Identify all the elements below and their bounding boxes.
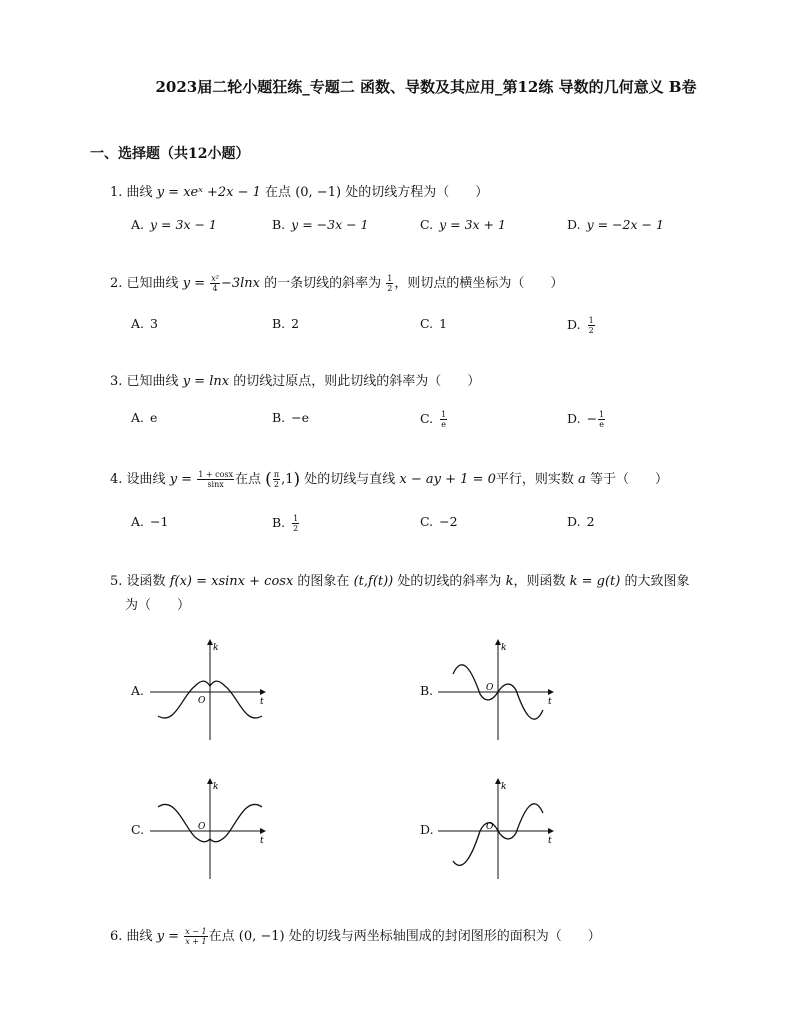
graph-label-b[interactable]: B. <box>420 683 434 698</box>
svg-text:O: O <box>486 683 494 693</box>
section-heading: 一、选择题（共12小题） <box>90 146 250 162</box>
question-6: 6. 曲线 y = $\frac{x - 1}{x + 1}$ 在点 (0, −1) 处的切线与两坐标轴围成的封闭图形的面积为（ ） <box>110 927 601 946</box>
svg-text:k: k <box>213 782 219 792</box>
formula: y = xeˣ +2x − 1 <box>156 185 261 200</box>
point: (0, −1) <box>295 185 342 200</box>
question-5: 5. 设函数 f(x) = xsinx + cosx 的图象在 (t,f(t)) 处的切线的斜率为 k，则函数 k = g(t) 的大致图象 <box>110 574 690 589</box>
options-2 <box>131 316 691 336</box>
question-4: 4. 设曲线 y = $\frac{1 + \cos x}{\sin x}$ 在点 ( $\frac{\pi}{2}$ ,1) 处的切线与直线 x − ay + 1 = 0平行，则实数 a 等于（ ） <box>110 469 668 490</box>
option-d[interactable]: D. 2 <box>567 514 595 529</box>
question-number: 1. <box>110 185 123 200</box>
svg-text:k: k <box>213 643 219 653</box>
option-a[interactable]: A. e <box>131 410 158 425</box>
options-1 <box>131 217 691 237</box>
svg-text:t: t <box>548 697 552 707</box>
svg-text:t: t <box>260 836 264 846</box>
option-d[interactable]: D. y = −2x − 1 <box>567 217 664 232</box>
question-3: 3. 已知曲线 y = lnx 的切线过原点，则此切线的斜率为（ ） <box>110 374 481 389</box>
question-2: 2. 已知曲线 y = $\frac{\text{x²}}{4}$ −3lnx 的一条切线的斜率为 $\frac{1}{2}$ ，则切点的横坐标为（ ） <box>110 274 564 293</box>
option-d[interactable]: D. − $\frac{1}{e}$ <box>567 410 605 429</box>
options-3 <box>131 410 691 430</box>
graph-label-d[interactable]: D. <box>420 822 434 837</box>
graph-label-a[interactable]: A. <box>131 683 145 698</box>
option-c[interactable]: C. −2 <box>420 514 458 529</box>
graph-c <box>150 773 300 883</box>
graph-d <box>438 773 588 883</box>
option-b[interactable]: B. 2 <box>272 316 300 331</box>
option-a[interactable]: A. y = 3x − 1 <box>131 217 217 232</box>
options-4 <box>131 514 691 534</box>
fraction: $\frac{1}{2}$ <box>387 274 393 293</box>
option-d[interactable]: D. $\frac{1}{2}$ <box>567 316 594 335</box>
option-a[interactable]: A. 3 <box>131 316 158 331</box>
option-b[interactable]: B. y = −3x − 1 <box>272 217 369 232</box>
svg-text:t: t <box>260 697 264 707</box>
option-c[interactable]: C. y = 3x + 1 <box>420 217 506 232</box>
fraction: $\frac{\text{x²}}{4}$ <box>211 274 219 293</box>
graph-a <box>150 634 300 744</box>
graph-b <box>438 634 588 744</box>
option-c[interactable]: C. 1 <box>420 316 448 331</box>
svg-text:k: k <box>501 643 507 653</box>
question-1: 1. 曲线 y = xeˣ +2x − 1 在点 (0, −1) 处的切线方程为（ ） <box>110 185 489 200</box>
option-a[interactable]: A. −1 <box>131 514 169 529</box>
svg-text:O: O <box>198 696 206 706</box>
option-b[interactable]: B. −e <box>272 410 310 425</box>
graph-label-c[interactable]: C. <box>131 822 145 837</box>
page-title: 2023届二轮小题狂练_专题二 函数、导数及其应用_第12练 导数的几何意义 B卷 <box>155 78 697 96</box>
question-5-line2: 为（ ） <box>125 598 191 613</box>
svg-text:O: O <box>486 822 494 832</box>
svg-text:k: k <box>501 782 507 792</box>
svg-text:t: t <box>548 836 552 846</box>
option-b[interactable]: B. $\frac{1}{2}$ <box>272 514 299 533</box>
svg-text:O: O <box>198 822 206 832</box>
option-c[interactable]: C. $\frac{1}{e}$ <box>420 410 447 429</box>
